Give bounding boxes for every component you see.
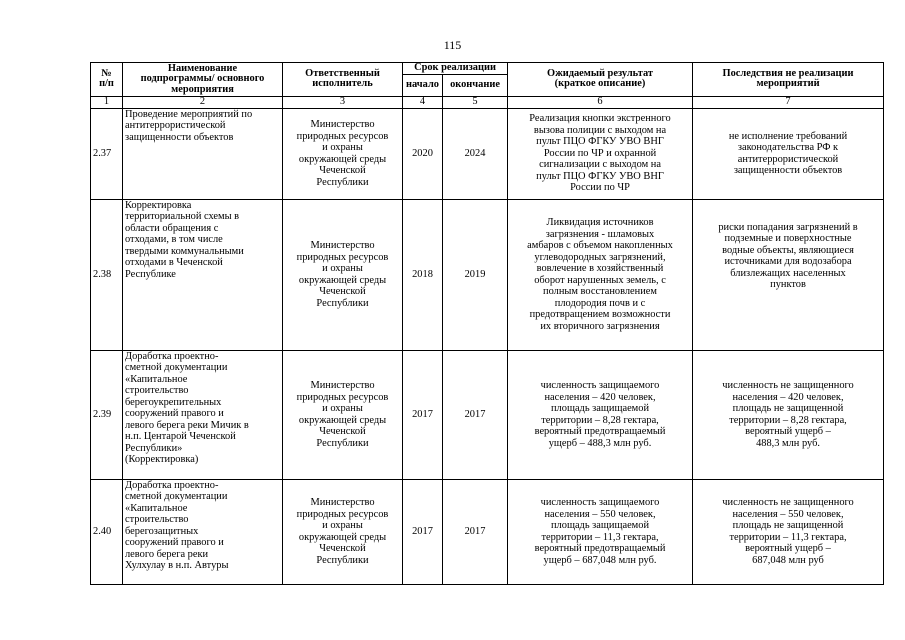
row-executor: Министерство природных ресурсов и охраны окружающей среды Чеченской Республики [283, 479, 403, 584]
header-consequences: Последствия не реализации мероприятий [693, 63, 884, 97]
row-executor: Министерство природных ресурсов и охраны окружающей среды Чеченской Республики [283, 199, 403, 350]
row-end: 2024 [443, 108, 508, 199]
header-executor: Ответственный исполнитель [283, 63, 403, 97]
row-start: 2020 [403, 108, 443, 199]
page-number: 115 [443, 38, 462, 52]
table-row [91, 108, 884, 199]
column-number: 3 [283, 96, 403, 108]
row-name: Корректировка территориальной схемы в области обращения с отходами, в том числе твердыми коммунальными отходами в Чеченской Республике [123, 199, 283, 350]
header-result: Ожидаемый результат (краткое описание) [508, 63, 693, 97]
row-end: 2019 [443, 199, 508, 350]
row-name: Доработка проектно- сметной документации «Капитальное строительство берегозащитных сооружений правого и левого берега реки Хулхулау в н.п. Автуры [123, 479, 283, 584]
row-consequences: риски попадания загрязнений в подземные и поверхностные водные объекты, являющиеся источниками для водозабора близлежащих населенных пунктов [693, 199, 884, 350]
column-number-row [91, 96, 884, 108]
column-number: 6 [508, 96, 693, 108]
column-number: 5 [443, 96, 508, 108]
table-row [91, 479, 884, 584]
row-consequences: численность не защищенного населения – 550 человек, площадь не защищенной территории – 11,3 гектара, вероятный ущерб – 687,048 млн руб [693, 479, 884, 584]
column-number: 4 [403, 96, 443, 108]
header-name: Наименование подпрограммы/ основного мероприятия [123, 63, 283, 97]
row-num: 2.40 [91, 479, 123, 584]
column-number: 1 [91, 96, 123, 108]
header-num: № п/п [91, 63, 123, 97]
row-start: 2017 [403, 350, 443, 479]
row-result: численность защищаемого населения – 420 человек, площадь защищаемой территории – 8,28 гектара, вероятный предотвращаемый ущерб – 488,3 млн руб. [508, 350, 693, 479]
column-number: 7 [693, 96, 884, 108]
row-consequences: численность не защищенного населения – 420 человек, площадь не защищенной территории – 8,28 гектара, вероятный ущерб – 488,3 млн руб. [693, 350, 884, 479]
row-consequences: не исполнение требований законодательства РФ к антитеррористической защищенности объектов [693, 108, 884, 199]
table-row [91, 199, 884, 350]
row-executor: Министерство природных ресурсов и охраны окружающей среды Чеченской Республики [283, 108, 403, 199]
column-number: 2 [123, 96, 283, 108]
row-name: Проведение мероприятий по антитеррористической защищенности объектов [123, 108, 283, 199]
table-row [91, 350, 884, 479]
row-executor: Министерство природных ресурсов и охраны окружающей среды Чеченской Республики [283, 350, 403, 479]
row-end: 2017 [443, 350, 508, 479]
row-result: Реализация кнопки экстренного вызова полиции с выходом на пульт ПЦО ФГКУ УВО ВНГ России по ЧР и охранной сигнализации с выходом на пульт ПЦО ФГКУ УВО ВНГ России по ЧР [508, 108, 693, 199]
row-start: 2017 [403, 479, 443, 584]
row-num: 2.39 [91, 350, 123, 479]
header-start: начало [403, 74, 443, 96]
row-name: Доработка проектно- сметной документации «Капитальное строительство берегоукрепительных сооружений правого и левого берега реки Мичик в н.п. Центарой Чеченской Республики» (Корректировка) [123, 350, 283, 479]
row-result: численность защищаемого населения – 550 человек, площадь защищаемой территории – 11,3 гектара, вероятный предотвращаемый ущерб – 687,048 млн руб. [508, 479, 693, 584]
row-result: Ликвидация источников загрязнения - шламовых амбаров с объемом накопленных углеводородных загрязнений, вовлечение в хозяйственный оборот нарушенных земель, с полным восстановлением плодородия почв и с предотвращением возможности их вторичного загрязнения [508, 199, 693, 350]
header-end: окончание [443, 74, 508, 96]
measures-table [90, 62, 884, 585]
header-period: Срок реализации [403, 63, 508, 75]
row-num: 2.37 [91, 108, 123, 199]
row-num: 2.38 [91, 199, 123, 350]
row-start: 2018 [403, 199, 443, 350]
row-end: 2017 [443, 479, 508, 584]
